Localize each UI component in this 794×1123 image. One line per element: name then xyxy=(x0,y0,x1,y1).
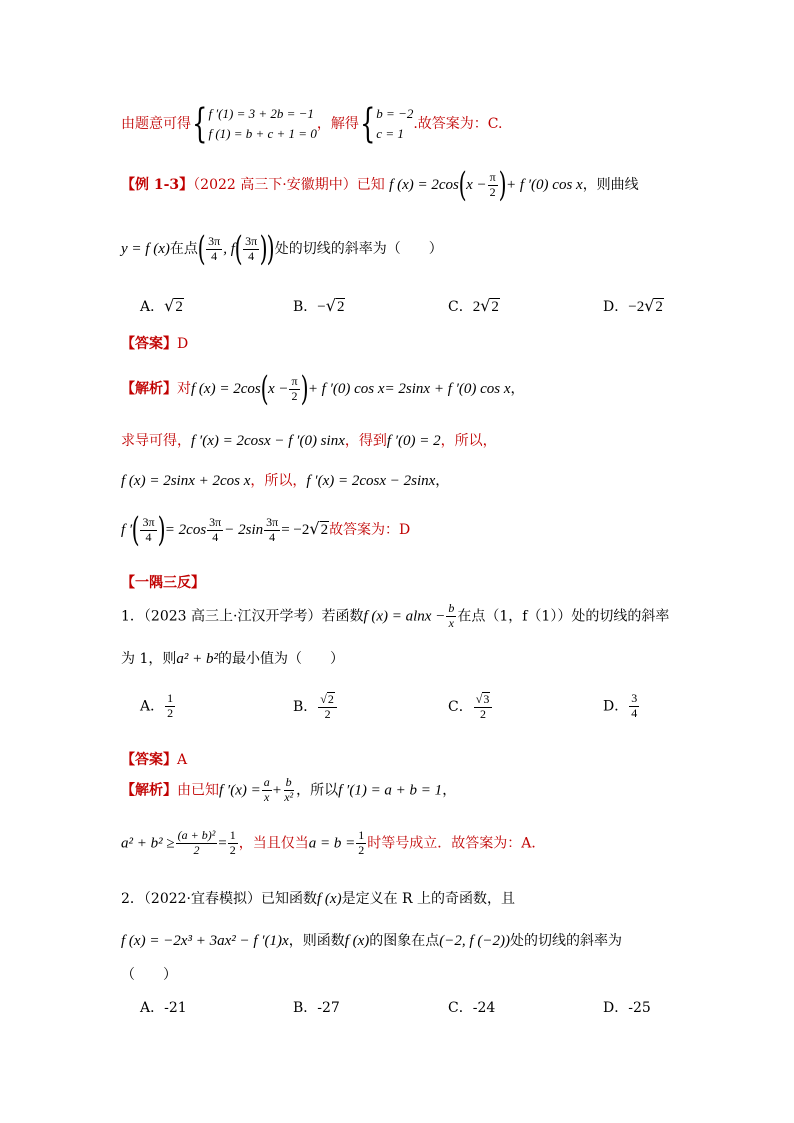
ex13-solution-line3: f (x) = 2sinx + 2cos x，所以，f ′(x) = 2cosx − 2sinx， xyxy=(121,473,450,489)
ex13-option-c: C．2√2 xyxy=(448,296,499,315)
q1-option-b: B． $\frac{√2}{2}$ xyxy=(293,692,338,722)
prev-solution-line: 由题意可得{ f ′(1) = 3 + 2b = −1 f (1) = b + c + 1 = 0 ，解得{ b = −2 c = 1 .故答案为：C. xyxy=(121,101,503,148)
q1-option-c: C． $\frac{√3}{2}$ xyxy=(448,692,493,722)
q2-option-c: C．-24 xyxy=(448,1000,496,1016)
q1-solution-line1: 【解析】由已知f ′(x) = $\frac{a}{x}$ + $\frac{b}{\text{x²}}$ ，所以f ′(1) = a + b = 1， xyxy=(121,775,457,804)
section-title-yi-yu-san-fan: 【一隅三反】 xyxy=(121,575,205,591)
q2-line3: （ ） xyxy=(121,967,177,983)
ex13-option-b: B．−√2 xyxy=(293,296,345,315)
ex13-solution-line1: 【解析】对f (x) = 2cos(x − $\frac{\pi}{2}$ )+ f ′(0) cos x= 2sinx + f ′(0) cos x， xyxy=(121,369,525,409)
q1-line1: 1．（2023 高三上·江汉开学考）若函数f (x) = alnx − $\frac{b}{x}$ 在点（1，f（1））处的切线的斜率 xyxy=(121,601,670,630)
q1-line2: 为 1，则a² + b²的最小值为（ ） xyxy=(121,651,344,667)
q2-line2: f (x) = −2x³ + 3ax² − f ′(1)x，则函数f (x)的图象在点(−2, f (−2))处的切线的斜率为 xyxy=(121,933,622,949)
q2-option-b: B．-27 xyxy=(293,1000,340,1016)
q1-option-a: A． $\frac{1}{2}$ xyxy=(140,691,174,720)
q2-line1: 2．（2022·宜春模拟）已知函数f (x)是定义在 R 上的奇函数，且 xyxy=(121,891,516,907)
ex13-answer: 【答案】D xyxy=(121,336,189,352)
ex13-solution-line2: 求导可得，f ′(x) = 2cosx − f ′(0) sinx，得到f ′(0) = 2，所以， xyxy=(121,433,497,449)
example-1-3-question-line2: y = f (x)在点( $\frac{3\pi}{4}$ , f( $\frac{3\pi}{4}$ ))处的切线的斜率为（ ） xyxy=(121,229,443,269)
example-1-3-question-line1: 【例 1-3】（2022 高三下·安徽期中）已知 f (x) = 2cos(x − $\frac{\pi}{2}$ )+ f ′(0) cos x，则曲线 xyxy=(121,165,639,205)
q2-option-a: A．-21 xyxy=(140,1000,187,1016)
ex13-option-d: D．−2√2 xyxy=(603,296,663,315)
q1-answer: 【答案】A xyxy=(121,752,188,768)
q1-option-d: D． $\frac{3}{4}$ xyxy=(603,691,638,720)
q2-option-d: D．-25 xyxy=(603,1000,651,1016)
ex13-option-a: A．√2 xyxy=(140,296,183,315)
q1-solution-line2: a² + b² ≥ $\frac{\text{(a + b)²}}{2}$ = $\frac{1}{2}$ ，当且仅当a = b = $\frac{1}{2}$ 时等号成立．故答案为：A． xyxy=(121,828,546,857)
ex13-solution-line4: f ′( $\frac{3\pi}{4}$ )= 2cos $\frac{3\pi}{4}$ − 2sin $\frac{3\pi}{4}$ = −2√2故答案为：D xyxy=(121,510,411,550)
